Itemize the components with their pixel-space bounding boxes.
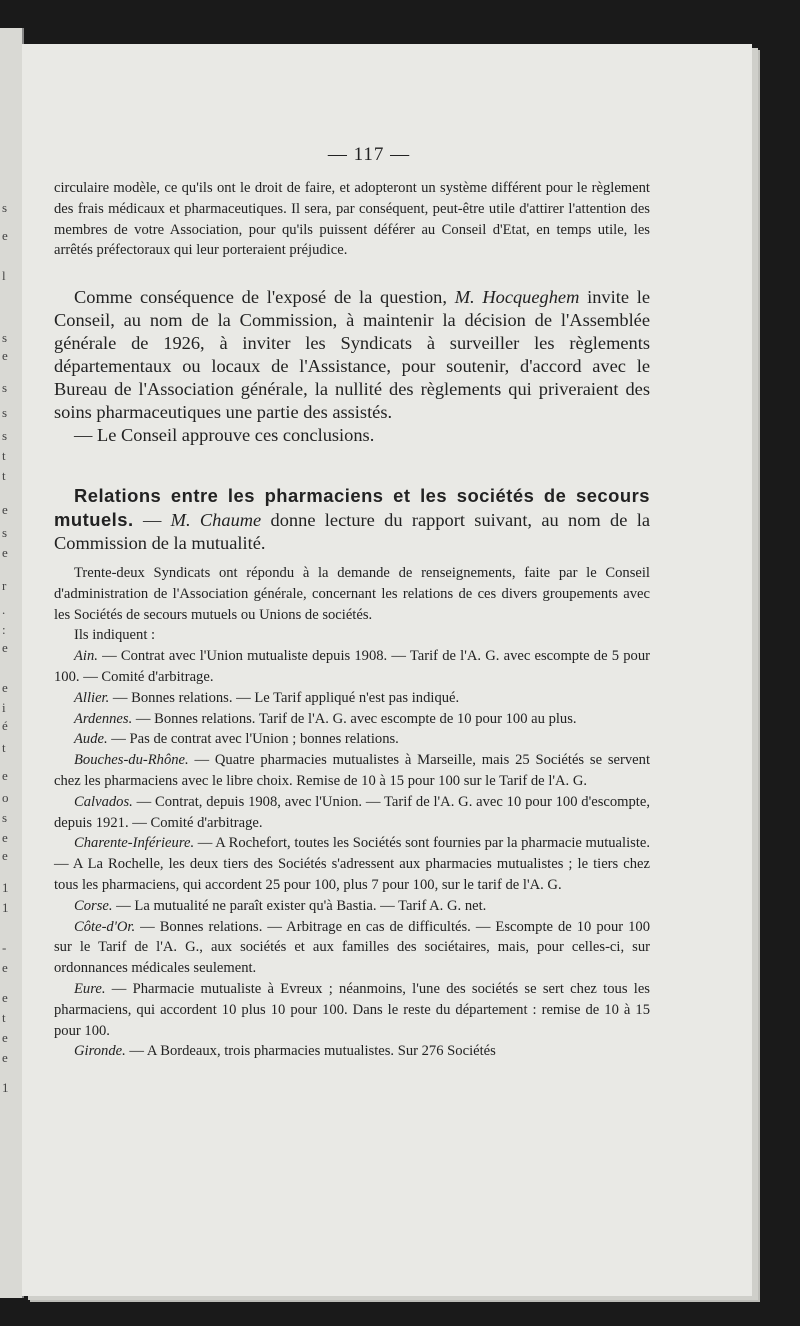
margin-letter: e [2, 545, 8, 560]
margin-letter: : [2, 622, 6, 637]
margin-letter: t [2, 468, 6, 483]
margin-letter: s [2, 200, 8, 215]
margin-letter: o [2, 790, 9, 805]
margin-letter: e [2, 640, 8, 655]
department-name: Ardennes. [74, 710, 133, 727]
intro-paragraph [54, 178, 650, 261]
margin-letter: s [2, 330, 8, 345]
conclusion-speaker: M. Hocqueghem [454, 287, 580, 307]
report-intro: Trente-deux Syndicats ont répondu à la demande de renseignements, faite par le Conseil d'administration de l'Association générale, concernant les relations de ces divers groupements avec les Sociétés de secours mutuels ou Unions de sociétés. [54, 565, 650, 623]
margin-letter: e [2, 680, 8, 695]
section-text [54, 484, 650, 555]
margin-letter: e [2, 848, 8, 863]
department-entry [54, 750, 650, 792]
department-name: Aude. [74, 731, 108, 748]
department-name: Côte-d'Or. [74, 918, 136, 935]
department-entry [54, 1041, 650, 1062]
margin-letter: i [2, 700, 6, 715]
section-heading-paragraph [54, 484, 650, 555]
conclusion-approval: — Le Conseil approuve ces conclusions. [74, 425, 375, 445]
margin-letter: 1 [2, 1080, 9, 1095]
facing-page-edge [0, 28, 24, 1298]
department-text: — Contrat, depuis 1908, avec l'Union. — Tarif de l'A. G. avec 10 pour 100 d'escompte, depuis 1921. — Comité d'arbitrage. [54, 793, 650, 831]
conclusion-paragraph [54, 286, 650, 447]
margin-letter: s [2, 405, 8, 420]
department-entry [54, 729, 650, 750]
section-heading: Relations entre les pharmaciens et les sociétés de secours mutuels. [54, 485, 650, 530]
margin-letter: . [2, 602, 6, 617]
margin-letter: e [2, 348, 8, 363]
department-text: — A Bordeaux, trois pharmacies mutualistes. Sur 276 Sociétés [125, 1043, 496, 1060]
conclusion-text [54, 286, 650, 424]
margin-letter: s [2, 810, 8, 825]
department-name: Bouches-du-Rhône. [74, 752, 189, 769]
department-entries [54, 646, 650, 1062]
margin-letter: e [2, 960, 8, 975]
department-entry [54, 688, 650, 709]
department-entry [54, 979, 650, 1041]
page-number: — 117 — [327, 144, 411, 165]
department-name: Gironde. [74, 1043, 126, 1060]
margin-letter: e [2, 502, 8, 517]
department-text: — La mutualité ne paraît exister qu'à Bastia. — Tarif A. G. net. [112, 897, 487, 914]
margin-letter: t [2, 1010, 6, 1025]
department-entry [54, 646, 650, 688]
section-dash: — [133, 510, 171, 530]
department-text: — Pharmacie mutualiste à Evreux ; néanmoins, l'une des sociétés se sert chez tous les pharmaciens, qui accordent 10 plus 10 pour 100. Dans le reste du département : remise de 10 à 15 pour 100. [54, 980, 650, 1039]
department-entry [54, 896, 650, 917]
margin-letter: l [2, 268, 6, 283]
department-entry [54, 833, 650, 895]
department-entry [54, 709, 650, 730]
department-name: Ain. [74, 648, 98, 665]
margin-letter: e [2, 228, 8, 243]
margin-letter: - [2, 940, 7, 955]
margin-letter: 1 [2, 900, 9, 915]
department-text: — Quatre pharmacies mutualistes à Marseille, mais 25 Sociétés se servent chez les pharmaciens avec le libre choix. Remise de 10 à 15 pour 100 sur le Tarif de l'A. G. [54, 752, 650, 789]
margin-letter: e [2, 768, 8, 783]
margin-letter: t [2, 448, 6, 463]
margin-letter: 1 [2, 880, 9, 895]
margin-letter: e [2, 1030, 8, 1045]
margin-letter: s [2, 428, 8, 443]
report-body [54, 563, 650, 1062]
intro-text: circulaire modèle, ce qu'ils ont le droit de faire, et adopteront un système différent pour le règlement des frais médicaux et pharmaceutiques. Il sera, par conséquent, peut-être utile d'attirer l'attention des membres de votre Association, pour qu'ils puissent déférer au Conseil d'Etat, en temps utile, les arrêtés préfectoraux qui leur porteraient préjudice. [54, 180, 650, 259]
margin-letter: r [2, 578, 7, 593]
department-entry [54, 917, 650, 979]
section-post: donne lecture du rapport suivant, au nom de la Commission de la mutualité. [54, 510, 650, 553]
margin-letter: e [2, 990, 8, 1005]
margin-letter: s [2, 525, 8, 540]
department-text: — Bonnes relations. — Le Tarif appliqué n'est pas indiqué. [109, 689, 460, 706]
department-text: — Bonnes relations. — Arbitrage en cas de difficultés. — Escompte de 10 pour 100 sur le Tarif de l'A. G., aux sociétés et aux familles des sociétaires, mais, pour celles-ci, sur ordonnances médicales seulement. [54, 918, 650, 977]
margin-letter: e [2, 830, 8, 845]
department-text: — Contrat avec l'Union mutualiste depuis 1908. — Tarif de l'A. G. avec escompte de 5 pour 100. — Comité d'arbitrage. [54, 648, 650, 685]
department-name: Eure. [74, 980, 106, 997]
department-text: — Bonnes relations. Tarif de l'A. G. avec escompte de 10 pour 100 au plus. [132, 710, 577, 727]
section-speaker: M. Chaume [170, 510, 262, 530]
department-name: Charente-Inférieure. [74, 835, 195, 852]
margin-letter: e [2, 1050, 8, 1065]
margin-letter: é [2, 718, 8, 733]
department-text: — Pas de contrat avec l'Union ; bonnes relations. [107, 731, 399, 748]
department-name: Corse. [74, 897, 113, 914]
report-indicate: Ils indiquent : [74, 627, 156, 644]
conclusion-post: invite le Conseil, au nom de la Commission, à maintenir la décision de l'Assemblée générale de 1926, à inviter les Syndicats à surveiller les règlements départementaux ou locaux de l'Assistance, pour soutenir, d'accord avec le Bureau de l'Association générale, la nullité des règlements qui priveraient des soins pharmaceutiques une partie des assistés. [54, 287, 651, 422]
conclusion-pre: Comme conséquence de l'exposé de la question, [74, 287, 455, 307]
department-entry [54, 792, 650, 834]
book-page [22, 44, 752, 1296]
margin-letter: s [2, 380, 8, 395]
margin-letter: t [2, 740, 6, 755]
department-text: — A Rochefort, toutes les Sociétés sont fournies par la pharmacie mutualiste. — A La Rochelle, les deux tiers des Sociétés s'adressent aux pharmacies mutualistes ; le tiers chez tous les pharmaciens, qui accordent 25 pour 100, plus 7 pour 100, sur le tarif de l'A. G. [54, 835, 650, 893]
department-name: Allier. [74, 689, 110, 706]
department-name: Calvados. [74, 793, 133, 810]
